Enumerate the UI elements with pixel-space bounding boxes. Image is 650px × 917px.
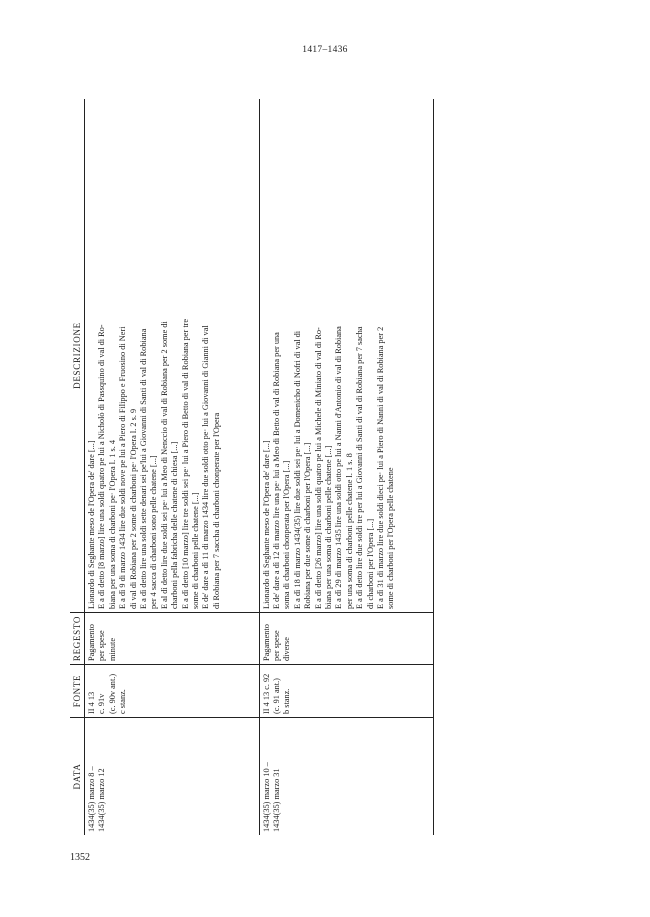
regesto-line: per spese (271, 630, 281, 661)
description-line: E a dì detto lire una soldi sette denari sei pe'lui a Giovanni di Santi di val di Robiana (139, 328, 149, 609)
description-line: E de' dare a dì 11 di marzo 1434 lire due soldi otto pe· lui a Giovanni di Gianni di val (201, 325, 211, 609)
source-line: II 4 13 c. 92 (261, 673, 271, 714)
archival-register-table (70, 99, 434, 835)
description-line: charboni pella fabricha delle chatene di chiesa [...] (170, 441, 180, 609)
header-regesto: REGESTO (70, 613, 85, 665)
description-line: E al dì detto lire due soldi sei pe· lui a Meo di Nenccio di val di Robiana per 2 some di (159, 321, 169, 609)
description-line: E a dì detto [8 marzo] lire una soldi quatro pe lui a Nicholò di Passquino di val di Ro- (97, 324, 107, 609)
source-line: (c. 91 ant.) (271, 678, 281, 714)
description-line: E a dì detto [10 marzo] lire tre soldi sei pe· lui a Piero di Betto di val di Robiana per tre (180, 318, 190, 609)
description-line: biana per una soma di charboni pelle chatene [...] (323, 445, 333, 609)
description-line: E a dì detto lire due soldi tre per lui a Giovanni di Santi di val di Robiana per 7 sacha (355, 326, 365, 609)
regesto-line: per spese (97, 630, 107, 661)
header-descrizione: DESCRIZIONE (70, 99, 85, 613)
header-row (70, 99, 85, 835)
cell-regesto (85, 613, 260, 665)
cell-fonte (85, 665, 260, 718)
source-line: II 4 13 (87, 691, 96, 714)
cell-data (259, 718, 434, 836)
regesto-line: diverse (282, 637, 292, 661)
description-line: soma di charboni chonperata per l'Opera [...] (282, 460, 292, 609)
source-line: c stanz. (118, 689, 128, 714)
cell-descrizione (259, 99, 434, 613)
source-line: b stanz. (282, 688, 292, 714)
description-line: di charboni per l'Opera [...] (365, 518, 375, 609)
cell-descrizione (85, 99, 260, 613)
source-line: (c. 90v ant.) (107, 673, 117, 714)
table-row (85, 99, 260, 835)
description-line: E a dì 9 di marzo 1434 lire due soldi nove pe lui a Piero di Filippo e Fruosino di Neri (118, 326, 128, 609)
source-line: c. 91v (97, 693, 107, 714)
running-head: 1417–1436 (302, 45, 348, 55)
description-line: per 4 sacca di charboni sono pelle chatene [...] (149, 455, 159, 609)
description-line: Lionardo di Seghante meso de l'Opera de' dare [...] (261, 440, 271, 609)
description-line: Robiana per due some di charboni per l'Opera [...] (303, 442, 313, 609)
regesto-line: Pagamento (261, 624, 271, 661)
date-line: 1434(35) marzo 31 (271, 768, 281, 832)
cell-data (85, 718, 260, 836)
description-line: some di charboni pelle chatene [...] (191, 492, 201, 609)
description-line: some di charboni per l'Opera pelle chatene (386, 467, 396, 609)
description-line: di val di Robiana per 2 some di charboni pe· l'Opera l. 2 s. 9 (128, 408, 138, 609)
table-header (70, 99, 85, 835)
description-line: E a dì 31 di marzo lire due soldi dieci pe· lui a Piero di Nanni di val di Robiana per 2 (375, 326, 385, 609)
cell-regesto (259, 613, 434, 665)
description-line: biana per una soma di charboni pe· l'Opera l. 1 s. 4 (107, 440, 117, 609)
description-line: per una soma di charboni pelle chatene l. 1 s. 8 (344, 453, 354, 609)
header-fonte: FONTE (70, 665, 85, 718)
description-line: Lionardo di Seghante meso de l'Opera de' dare [...] (87, 440, 96, 609)
date-line: 1434(35) marzo 10 – (261, 762, 271, 832)
cell-fonte (259, 665, 434, 718)
description-line: E de' dare a dì 12 di marzo lire una pe· lui a Meo di Betto di val di Robiana per una (271, 332, 281, 609)
description-line: E a dì detto [26 marzo] lire una soldi quatro pe lui a Michele di Miniato di val di Ro- (313, 327, 323, 609)
regesto-line: Pagamento (87, 624, 96, 661)
table-row (259, 99, 434, 835)
header-data: DATA (70, 718, 85, 836)
page-number: 1352 (70, 852, 90, 863)
rotated-table-container (70, 99, 434, 835)
date-line: 1434(35) marzo 8 – (87, 766, 96, 832)
description-line: E a dì 29 di marzo 1435 lire una soldi otto pe lui a Nanni d'Antonio di val di Robiana (334, 326, 344, 609)
description-line: di Robiana per 7 saccha di charboni chonperate per l'Opera (211, 412, 221, 609)
regesto-line: minute (107, 637, 117, 661)
table-body (85, 99, 434, 835)
date-line: 1434(35) marzo 12 (97, 768, 107, 832)
description-line: E a dì 18 di marzo 1434(35) lire due soldi sei pe· lui a Domenicho di Nofri di val di (292, 330, 302, 609)
